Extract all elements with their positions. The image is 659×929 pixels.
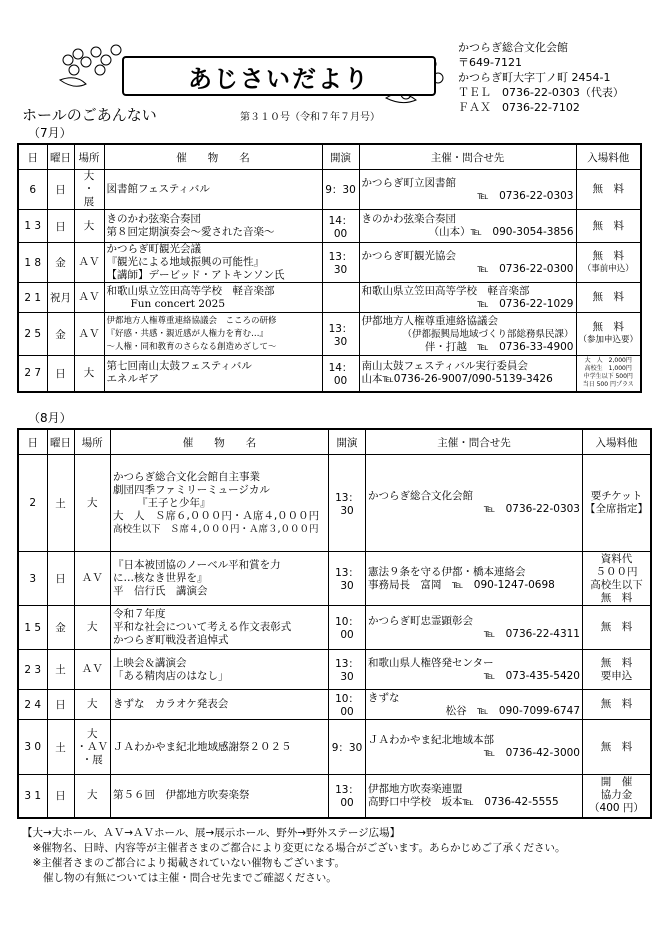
event-name	[104, 170, 322, 210]
fee-line: 協力金	[600, 789, 633, 802]
event-name	[111, 775, 329, 818]
event-weekday: 日	[47, 210, 74, 243]
contact-line: ℡ 0736-22-0300	[477, 262, 574, 275]
fee-line: 高校生 1,000円	[584, 365, 632, 373]
event-contact	[366, 455, 583, 552]
admission-fee	[583, 690, 652, 720]
event-line: 令和７年度	[113, 608, 166, 620]
issue-number: 第３１０号（令和７年７月号）	[240, 112, 380, 123]
column-header: 催 物 名	[111, 429, 329, 455]
event-start-time: 13：00	[329, 775, 366, 818]
place-line: 大	[87, 789, 98, 802]
event-line: きずな カラオケ発表会	[113, 698, 229, 710]
event-line: 「ある精肉店のはなし」	[113, 669, 229, 682]
fee-line: 当日 500 円プラス	[582, 381, 634, 389]
place-line: 大	[87, 727, 98, 740]
event-line: 第５６回 伊都地方吹奏楽祭	[113, 789, 250, 802]
column-header: 開演	[329, 429, 366, 455]
event-contact	[359, 283, 576, 313]
august-schedule-table	[17, 428, 652, 819]
event-place	[74, 283, 104, 313]
column-header: 日	[18, 144, 47, 170]
admission-fee	[576, 356, 641, 392]
contact-line: ℡ 0736-22-1029	[477, 297, 574, 310]
contact-line: 高野口中学校 坂本℡ 0736-42-5555	[368, 795, 559, 808]
event-contact	[366, 720, 583, 775]
column-header: 場所	[74, 144, 104, 170]
fee-line: 無 料	[592, 219, 624, 232]
event-contact	[359, 170, 576, 210]
fee-line: 無 料	[600, 698, 633, 710]
contact-line: 南山太鼓フェスティバル実行委員会	[361, 360, 528, 373]
event-contact	[366, 552, 583, 606]
contact-line: 伴・打越 ℡ 0736-33-4900	[424, 340, 574, 353]
event-day: 3 1	[18, 775, 47, 818]
event-line: 大 人 Ｓ席６,０００円・Ａ席４,０００円	[113, 509, 320, 522]
event-line: きのかわ弦楽合奏団	[106, 213, 201, 225]
fee-line: （事前申込）	[582, 263, 634, 274]
event-place	[74, 606, 111, 650]
event-start-time: 9：30	[329, 720, 366, 775]
event-day: 1 3	[18, 210, 47, 243]
event-line: 伊都地方人権尊重連絡協議会 こころの研修	[106, 315, 277, 326]
table-header-row	[18, 429, 651, 455]
contact-line: ℡ 073-435-5420	[483, 669, 580, 682]
event-line: 図書館フェスティバル	[106, 183, 210, 195]
fee-line: 無 料	[592, 249, 624, 262]
event-place	[74, 313, 104, 356]
contact-line: （山本）℡ 090-3054-3856	[428, 226, 574, 238]
event-contact	[359, 243, 576, 283]
contact-line: ℡ 0736-22-4311	[483, 627, 580, 640]
place-line: 展	[83, 196, 95, 208]
table-row	[18, 210, 641, 243]
table-row	[18, 720, 651, 775]
event-weekday: 金	[47, 606, 74, 650]
admission-fee	[576, 313, 641, 356]
event-weekday: 日	[47, 775, 74, 818]
event-name	[111, 690, 329, 720]
event-start-time: 14：00	[322, 210, 359, 243]
column-header: 催 物 名	[104, 144, 322, 170]
fee-line: 高校生以下	[590, 578, 643, 591]
fee-line: 大 人 2,000円	[584, 357, 632, 365]
fee-line: 資料代	[600, 552, 633, 565]
event-start-time: 13：30	[329, 650, 366, 690]
place-line: ＡＶ	[78, 291, 100, 303]
event-line: ＪＡわかやま紀北地域感謝祭２０２５	[113, 740, 292, 753]
event-place	[74, 552, 111, 606]
contact-line: 伊都地方吹奏楽連盟	[368, 782, 463, 795]
event-contact	[366, 775, 583, 818]
fee-line: 無 料	[600, 740, 633, 753]
event-day: 3 0	[18, 720, 47, 775]
fee-line: 無 料	[592, 321, 624, 333]
fee-line: 要申込	[600, 669, 633, 682]
event-contact	[359, 356, 576, 392]
table-row	[18, 455, 651, 552]
place-line: 大	[83, 219, 95, 232]
event-line: 平 信行氏 講演会	[113, 585, 208, 597]
event-line: かつらぎ町戦没者追悼式	[113, 634, 229, 646]
column-header: 曜日	[47, 144, 74, 170]
admission-fee	[583, 650, 652, 690]
hall-guide-heading: ホールのごあんない	[22, 106, 157, 124]
event-day: 6	[18, 170, 47, 210]
event-weekday: 日	[47, 170, 74, 210]
event-contact	[366, 606, 583, 650]
event-start-time: 10：00	[329, 606, 366, 650]
event-day: 1 8	[18, 243, 47, 283]
event-line: 【講師】デービッド・アトキンソン氏	[106, 269, 285, 281]
admission-fee	[576, 243, 641, 283]
event-day: 2 5	[18, 313, 47, 356]
event-line: に…核なき世界を』	[113, 572, 208, 584]
fee-line: 無 料	[592, 183, 624, 195]
event-line: 劇団四季ファミリーミュージカル	[113, 483, 270, 496]
event-line: 『日本被団協のノーベル平和賞を力	[113, 559, 281, 571]
place-line: 大	[87, 496, 98, 509]
event-start-time	[322, 283, 359, 313]
event-line: かつらぎ町観光会議	[106, 243, 201, 255]
event-name	[111, 455, 329, 552]
event-line: 『好感・共感・親近感が人権力を育む…』	[106, 328, 269, 339]
event-place	[74, 690, 111, 720]
fee-line: （参加申込要）	[578, 335, 639, 345]
org-name: かつらぎ総合文化会館	[458, 41, 568, 54]
event-line: 第８回定期演奏会～愛された音楽～	[106, 226, 275, 238]
admission-fee	[583, 606, 652, 650]
contact-line: 和歌山県立笠田高等学校 軽音楽部	[361, 284, 530, 297]
event-name	[104, 356, 322, 392]
event-weekday: 金	[47, 313, 74, 356]
event-line: 高校生以下 Ｓ席４,０００円・Ａ席３,０００円	[113, 523, 319, 535]
event-line: 第七回南山太鼓フェスティバル	[106, 360, 252, 373]
event-line: エネルギア	[106, 373, 159, 386]
place-line: ＡＶ	[81, 572, 103, 584]
event-name	[104, 283, 322, 313]
contact-line: ℡ 0736-22-0303	[477, 189, 574, 202]
event-line: Fun concert 2025	[130, 297, 226, 310]
place-legend: 【大→大ホール、ＡＶ→ＡＶホール、展→展示ホール、野外→野外ステージ広場】	[22, 827, 401, 839]
event-day: 1 5	[18, 606, 47, 650]
event-place	[74, 170, 104, 210]
event-line: 上映会＆講演会	[113, 656, 187, 669]
event-name	[111, 650, 329, 690]
column-header: 日	[18, 429, 47, 455]
org-tel: ＴＥＬ 0736-22-0303（代表）	[458, 86, 624, 99]
admission-fee	[576, 283, 641, 313]
place-line: ＡＶ	[81, 663, 103, 675]
contact-line: きずな	[368, 691, 400, 704]
place-line: ＡＶ	[78, 256, 100, 268]
table-row	[18, 356, 641, 392]
fee-line: 無 料	[600, 591, 633, 604]
table-row	[18, 313, 641, 356]
august-label: （8月）	[28, 411, 72, 425]
org-fax: ＦＡＸ 0736-22-7102	[458, 101, 580, 114]
event-line: 『王子と少年』	[137, 496, 211, 509]
event-contact	[359, 313, 576, 356]
table-row	[18, 690, 651, 720]
admission-fee	[576, 170, 641, 210]
event-line: かつらぎ総合文化会館自主事業	[113, 470, 260, 483]
admission-fee	[576, 210, 641, 243]
place-line: ・	[83, 183, 95, 195]
admission-fee	[583, 775, 652, 818]
contact-line: 事務局長 富岡 ℡ 090-1247-0698	[368, 578, 555, 591]
contact-line: ＪＡわかやま紀北地域本部	[368, 734, 494, 746]
contact-line: 松谷 ℡ 090-7099-6747	[445, 704, 580, 717]
place-line: 大	[87, 698, 98, 710]
table-row	[18, 243, 641, 283]
fee-line: 無 料	[600, 621, 633, 633]
event-line: ～人権・同和教育のさらなる創造めざして～	[106, 341, 277, 352]
contact-line: 憲法９条を守る伊都・橋本連絡会	[368, 565, 526, 578]
event-weekday: 金	[47, 243, 74, 283]
contact-line: （伊都振興局地域づくり部総務県民課）	[402, 328, 574, 340]
event-contact	[359, 210, 576, 243]
place-line: ・ＡＶ	[76, 740, 108, 753]
event-start-time: 13：30	[322, 243, 359, 283]
column-header: 曜日	[47, 429, 74, 455]
event-day: 2 4	[18, 690, 47, 720]
column-header: 主催・問合せ先	[359, 144, 576, 170]
event-name	[104, 210, 322, 243]
org-address: かつらぎ町大字丁ノ町 2454-1	[458, 71, 611, 84]
notes-section	[22, 826, 565, 886]
event-day: 2 1	[18, 283, 47, 313]
fee-line: （400 円）	[589, 802, 644, 815]
event-weekday: 土	[47, 455, 74, 552]
fee-line: 【全席指定】	[585, 503, 648, 515]
table-row	[18, 775, 651, 818]
event-contact	[366, 650, 583, 690]
admission-fee	[583, 455, 652, 552]
table-header-row	[18, 144, 641, 170]
note-change-notice: ※催物名、日時、内容等が主催者さまのご都合により変更になる場合がございます。あらかじめご了承ください。	[22, 842, 566, 854]
event-place	[74, 650, 111, 690]
place-line: 大	[83, 170, 95, 182]
table-row	[18, 170, 641, 210]
place-line: 大	[87, 621, 98, 633]
event-weekday: 土	[47, 650, 74, 690]
event-place	[74, 455, 111, 552]
contact-line: 山本℡0736-26-9007/090-5139-3426	[361, 373, 553, 386]
note-confirm: 催し物の有無については主催・問合せ先までご確認ください。	[22, 872, 337, 884]
event-start-time: 14：00	[322, 356, 359, 392]
fee-line: 開 催	[600, 776, 633, 789]
july-schedule-table	[17, 143, 642, 393]
contact-line: ℡ 0736-22-0303	[483, 503, 580, 515]
place-line: 大	[83, 366, 95, 379]
column-header: 主催・問合せ先	[366, 429, 583, 455]
table-row	[18, 650, 651, 690]
contact-line: かつらぎ町立図書館	[361, 176, 456, 189]
contact-line: かつらぎ総合文化会館	[368, 490, 473, 502]
event-weekday: 日	[47, 690, 74, 720]
event-contact	[366, 690, 583, 720]
table-row	[18, 606, 651, 650]
newsletter-title: あじさいだより	[122, 56, 436, 96]
event-place	[74, 210, 104, 243]
event-weekday: 土	[47, 720, 74, 775]
contact-line: ℡ 0736-42-3000	[483, 747, 580, 759]
event-start-time: 13：30	[329, 552, 366, 606]
event-start-time: 13：30	[329, 455, 366, 552]
newsletter-logo	[56, 40, 448, 108]
fee-line: 要チケット	[590, 490, 643, 502]
event-line: 平和な社会について考える作文表彰式	[113, 621, 292, 633]
event-place	[74, 356, 104, 392]
event-name	[104, 313, 322, 356]
contact-line: かつらぎ町忠霊顕彰会	[368, 614, 473, 627]
column-header: 入場料他	[576, 144, 641, 170]
event-day: 2	[18, 455, 47, 552]
event-weekday: 祝月	[47, 283, 74, 313]
event-name	[104, 243, 322, 283]
event-line: 『観光による地域振興の可能性』	[106, 256, 264, 268]
event-day: 2 3	[18, 650, 47, 690]
event-day: 2 7	[18, 356, 47, 392]
contact-line: かつらぎ町観光協会	[361, 249, 456, 262]
column-header: 場所	[74, 429, 111, 455]
event-start-time: 10：00	[329, 690, 366, 720]
event-place	[74, 243, 104, 283]
place-line: ＡＶ	[78, 327, 100, 340]
event-day: 3	[18, 552, 47, 606]
event-weekday: 日	[47, 552, 74, 606]
admission-fee	[583, 720, 652, 775]
event-name	[111, 720, 329, 775]
july-label: （7月）	[28, 126, 72, 140]
event-weekday: 日	[47, 356, 74, 392]
admission-fee	[583, 552, 652, 606]
column-header: 開演	[322, 144, 359, 170]
table-row	[18, 552, 651, 606]
fee-line: 無 料	[600, 656, 633, 669]
event-place	[74, 775, 111, 818]
table-row	[18, 283, 641, 313]
event-start-time: 9：30	[322, 170, 359, 210]
contact-line: 伊都地方人権尊重連絡協議会	[361, 314, 498, 327]
event-place	[74, 720, 111, 775]
column-header: 入場料他	[583, 429, 652, 455]
fee-line: 中学生以下 500円	[583, 373, 633, 381]
org-postal-code: 〒649-7121	[458, 56, 522, 69]
place-line: ・展	[81, 753, 103, 766]
fee-line: ５００円	[595, 565, 638, 578]
note-unlisted-events: ※主催者さまのご都合により掲載されていない催物もございます。	[22, 857, 345, 869]
contact-line: きのかわ弦楽合奏団	[361, 213, 456, 225]
contact-line: 和歌山県人権啓発センター	[368, 656, 494, 669]
event-line: 和歌山県立笠田高等学校 軽音楽部	[106, 284, 275, 297]
organization-info	[458, 40, 624, 115]
fee-line: 無 料	[592, 291, 624, 303]
event-name	[111, 606, 329, 650]
event-start-time: 13：30	[322, 313, 359, 356]
event-name	[111, 552, 329, 606]
